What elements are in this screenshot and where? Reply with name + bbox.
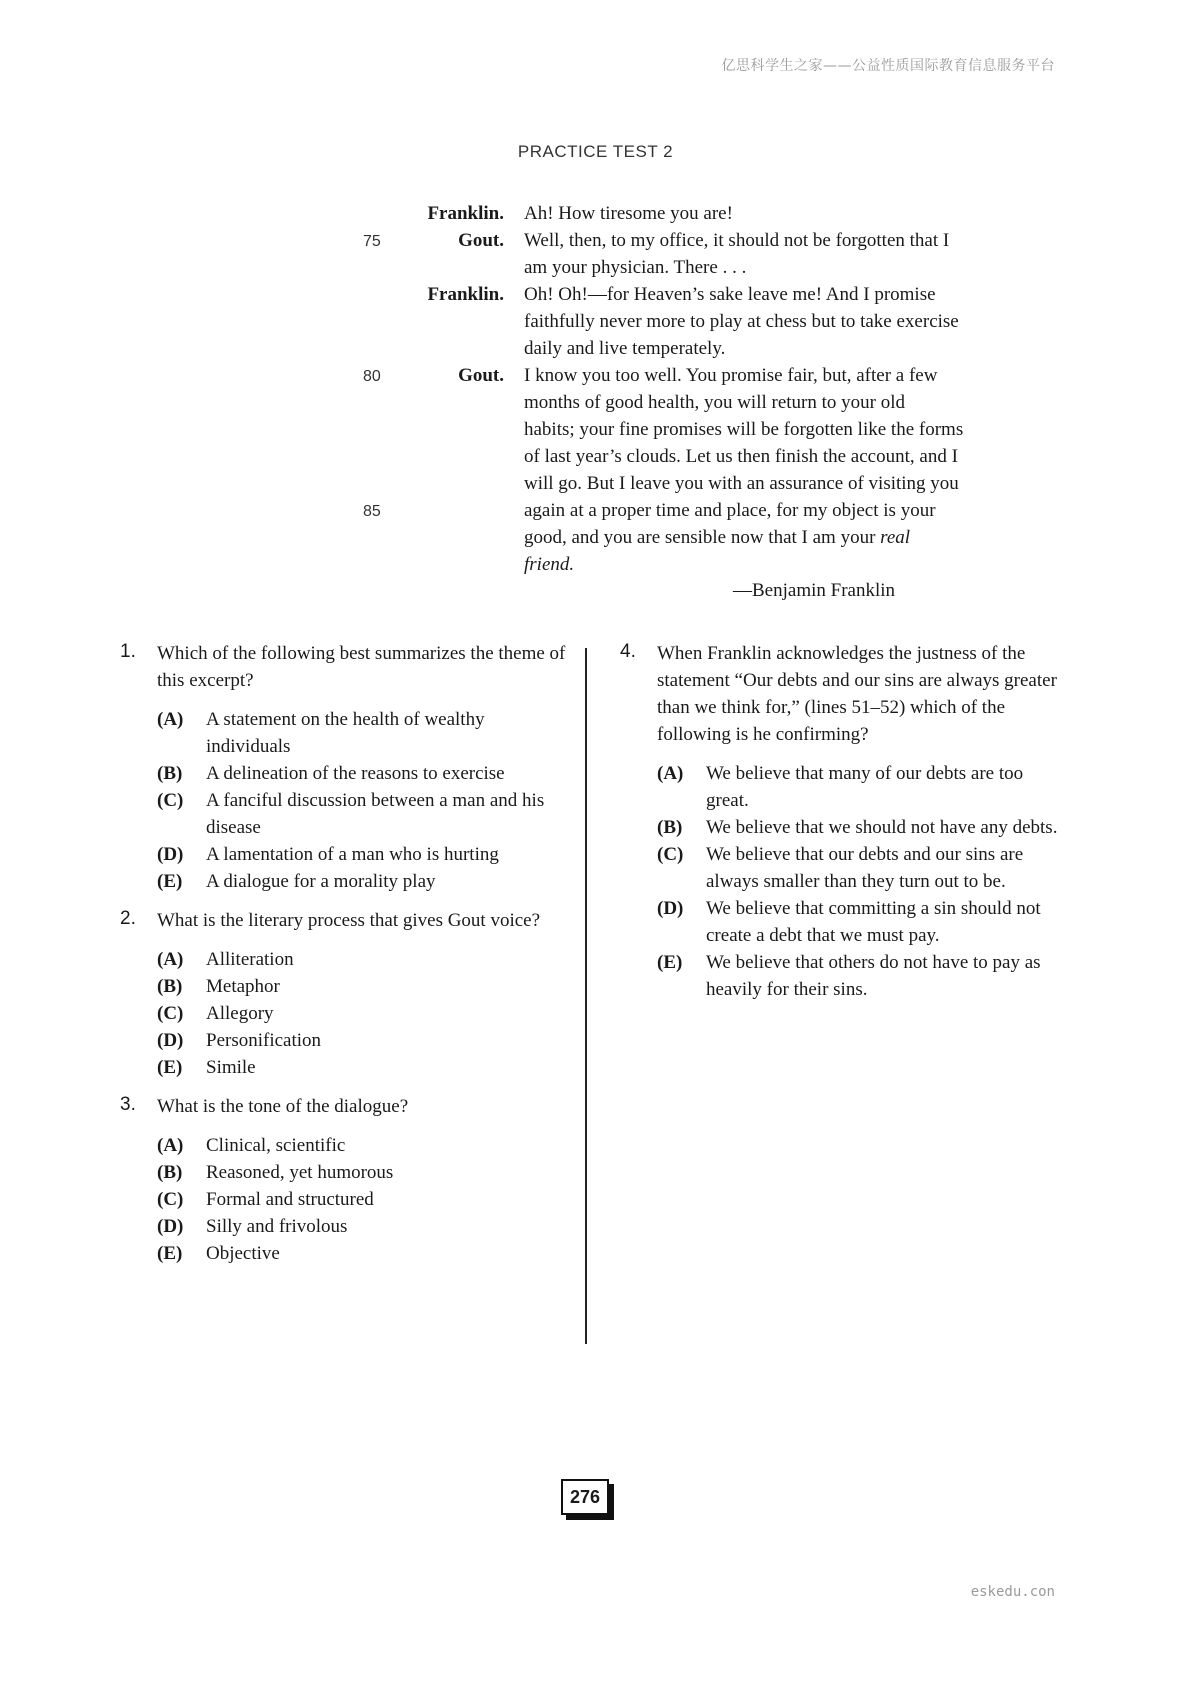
line-number: 75 <box>363 233 381 250</box>
question-stem: What is the literary process that gives Gout voice? <box>157 910 541 931</box>
option-letter: (B) <box>157 976 183 997</box>
option-letter: (D) <box>157 1030 184 1051</box>
answer-option[interactable] <box>157 946 570 973</box>
speaker-name: Gout. <box>458 365 504 386</box>
dialogue-line <box>524 551 1064 578</box>
option-letter: (A) <box>157 949 184 970</box>
option-letter: (C) <box>157 1003 184 1024</box>
dialogue-passage <box>0 200 1191 575</box>
dialogue-line: Well, then, to my office, it should not be forgotten that I <box>524 230 950 251</box>
answer-option[interactable] <box>157 1132 570 1159</box>
dialogue-line: habits; your fine promises will be forgotten like the forms <box>524 419 964 440</box>
option-letter: (C) <box>657 844 684 865</box>
option-letter: (E) <box>157 1057 183 1078</box>
question-number: 3. <box>120 1094 136 1115</box>
dialogue-line: months of good health, you will return to your old <box>524 392 906 413</box>
questions-left-column <box>120 640 570 1279</box>
dialogue-line: Ah! How tiresome you are! <box>524 203 733 224</box>
answer-options <box>157 706 570 895</box>
option-text: Simile <box>206 1057 256 1078</box>
option-letter: (D) <box>657 898 684 919</box>
answer-option[interactable] <box>157 1000 570 1027</box>
dialogue-line: will go. But I leave you with an assurance of visiting you <box>524 473 959 494</box>
dialogue-turn <box>0 200 1191 227</box>
question-stem: What is the tone of the dialogue? <box>157 1096 409 1117</box>
question-2 <box>120 907 570 1081</box>
dialogue-line: am your physician. There . . . <box>524 257 747 278</box>
dialogue-line: daily and live temperately. <box>524 338 726 359</box>
option-letter: (C) <box>157 1189 184 1210</box>
option-letter: (E) <box>157 1243 183 1264</box>
answer-option[interactable] <box>657 814 1070 841</box>
option-text: Reasoned, yet humorous <box>206 1162 394 1183</box>
line-number: 80 <box>363 368 381 385</box>
option-letter: (A) <box>657 763 684 784</box>
answer-option[interactable] <box>157 1186 570 1213</box>
answer-option[interactable] <box>657 841 1070 895</box>
option-text: Alliteration <box>206 949 294 970</box>
option-text: Allegory <box>206 1003 274 1024</box>
option-letter: (D) <box>157 844 184 865</box>
speaker-name: Gout. <box>458 230 504 251</box>
answer-option[interactable] <box>157 706 570 760</box>
dialogue-line-text: good, and you are sensible now that I am your <box>524 527 881 548</box>
dialogue-text <box>524 281 1064 362</box>
option-letter: (B) <box>157 1162 183 1183</box>
question-1 <box>120 640 570 895</box>
dialogue-line: faithfully never more to play at chess but to take exercise <box>524 311 959 332</box>
italic-emphasis: real <box>880 527 911 548</box>
dialogue-line: Oh! Oh!—for Heaven’s sake leave me! And I promise <box>524 284 936 305</box>
speaker-name: Franklin. <box>427 284 504 305</box>
dialogue-turn <box>0 227 1191 281</box>
answer-option[interactable] <box>657 760 1070 814</box>
dialogue-line: of last year’s clouds. Let us then finish the account, and I <box>524 446 958 467</box>
italic-emphasis: friend. <box>524 554 575 575</box>
dialogue-turn <box>0 281 1191 362</box>
option-text: A statement on the health of wealthy individuals <box>206 709 485 757</box>
question-number: 4. <box>620 641 636 662</box>
answer-option[interactable] <box>157 1240 570 1267</box>
dialogue-line: again at a proper time and place, for my object is your <box>524 500 936 521</box>
questions-right-column <box>620 640 1070 1015</box>
answer-option[interactable] <box>157 760 570 787</box>
dialogue-line: I know you too well. You promise fair, but, after a few <box>524 365 938 386</box>
answer-option[interactable] <box>157 787 570 841</box>
question-number: 2. <box>120 908 136 929</box>
option-letter: (B) <box>657 817 683 838</box>
answer-option[interactable] <box>157 1213 570 1240</box>
option-text: We believe that others do not have to pay as heavily for their sins. <box>706 952 1041 1000</box>
answer-option[interactable] <box>157 841 570 868</box>
option-text: A lamentation of a man who is hurting <box>206 844 499 865</box>
dialogue-line <box>524 524 1064 551</box>
answer-option[interactable] <box>157 973 570 1000</box>
option-text: Formal and structured <box>206 1189 374 1210</box>
option-text: Objective <box>206 1243 280 1264</box>
option-text: A fanciful discussion between a man and his disease <box>206 790 545 838</box>
column-divider <box>585 648 587 1344</box>
dialogue-text <box>524 227 1064 281</box>
option-text: Personification <box>206 1030 322 1051</box>
option-letter: (E) <box>157 871 183 892</box>
question-number: 1. <box>120 641 136 662</box>
option-letter: (E) <box>657 952 683 973</box>
dialogue-text <box>524 200 1064 227</box>
option-letter: (D) <box>157 1216 184 1237</box>
answer-option[interactable] <box>157 1159 570 1186</box>
option-letter: (A) <box>157 709 184 730</box>
answer-option[interactable] <box>657 949 1070 1003</box>
option-letter: (C) <box>157 790 184 811</box>
page-number: 276 <box>561 1479 609 1515</box>
option-text: We believe that our debts and our sins are always smaller than they turn out to be. <box>706 844 1024 892</box>
watermark-bottom: eskedu.con <box>970 1584 1055 1600</box>
option-text: A delineation of the reasons to exercise <box>206 763 505 784</box>
question-stem: When Franklin acknowledges the justness of the statement “Our debts and our sins are always greater than we think for,” (lines 51–52) which of the following is he confirming? <box>657 643 1057 745</box>
question-4 <box>620 640 1070 1003</box>
option-text: We believe that we should not have any debts. <box>706 817 1058 838</box>
option-letter: (A) <box>157 1135 184 1156</box>
speaker-name: Franklin. <box>427 203 504 224</box>
running-head: PRACTICE TEST 2 <box>517 142 674 161</box>
option-text: Silly and frivolous <box>206 1216 348 1237</box>
answer-option[interactable] <box>657 895 1070 949</box>
answer-option[interactable] <box>157 868 570 895</box>
answer-option[interactable] <box>157 1054 570 1081</box>
line-number: 85 <box>363 503 381 520</box>
question-3 <box>120 1093 570 1267</box>
option-text: Metaphor <box>206 976 280 997</box>
dialogue-text <box>524 362 1064 578</box>
option-text: We believe that committing a sin should not create a debt that we must pay. <box>706 898 1041 946</box>
option-text: A dialogue for a morality play <box>206 871 436 892</box>
option-text: We believe that many of our debts are too great. <box>706 763 1024 811</box>
option-text: Clinical, scientific <box>206 1135 346 1156</box>
answer-option[interactable] <box>157 1027 570 1054</box>
option-letter: (B) <box>157 763 183 784</box>
answer-options <box>157 946 570 1081</box>
answer-options <box>657 760 1070 1003</box>
watermark-top: 亿思科学生之家——公益性质国际教育信息服务平台 <box>721 58 1055 74</box>
question-stem: Which of the following best summarizes the theme of this excerpt? <box>157 643 566 691</box>
dialogue-turn <box>0 362 1191 575</box>
attribution: —Benjamin Franklin <box>733 580 896 601</box>
answer-options <box>157 1132 570 1267</box>
